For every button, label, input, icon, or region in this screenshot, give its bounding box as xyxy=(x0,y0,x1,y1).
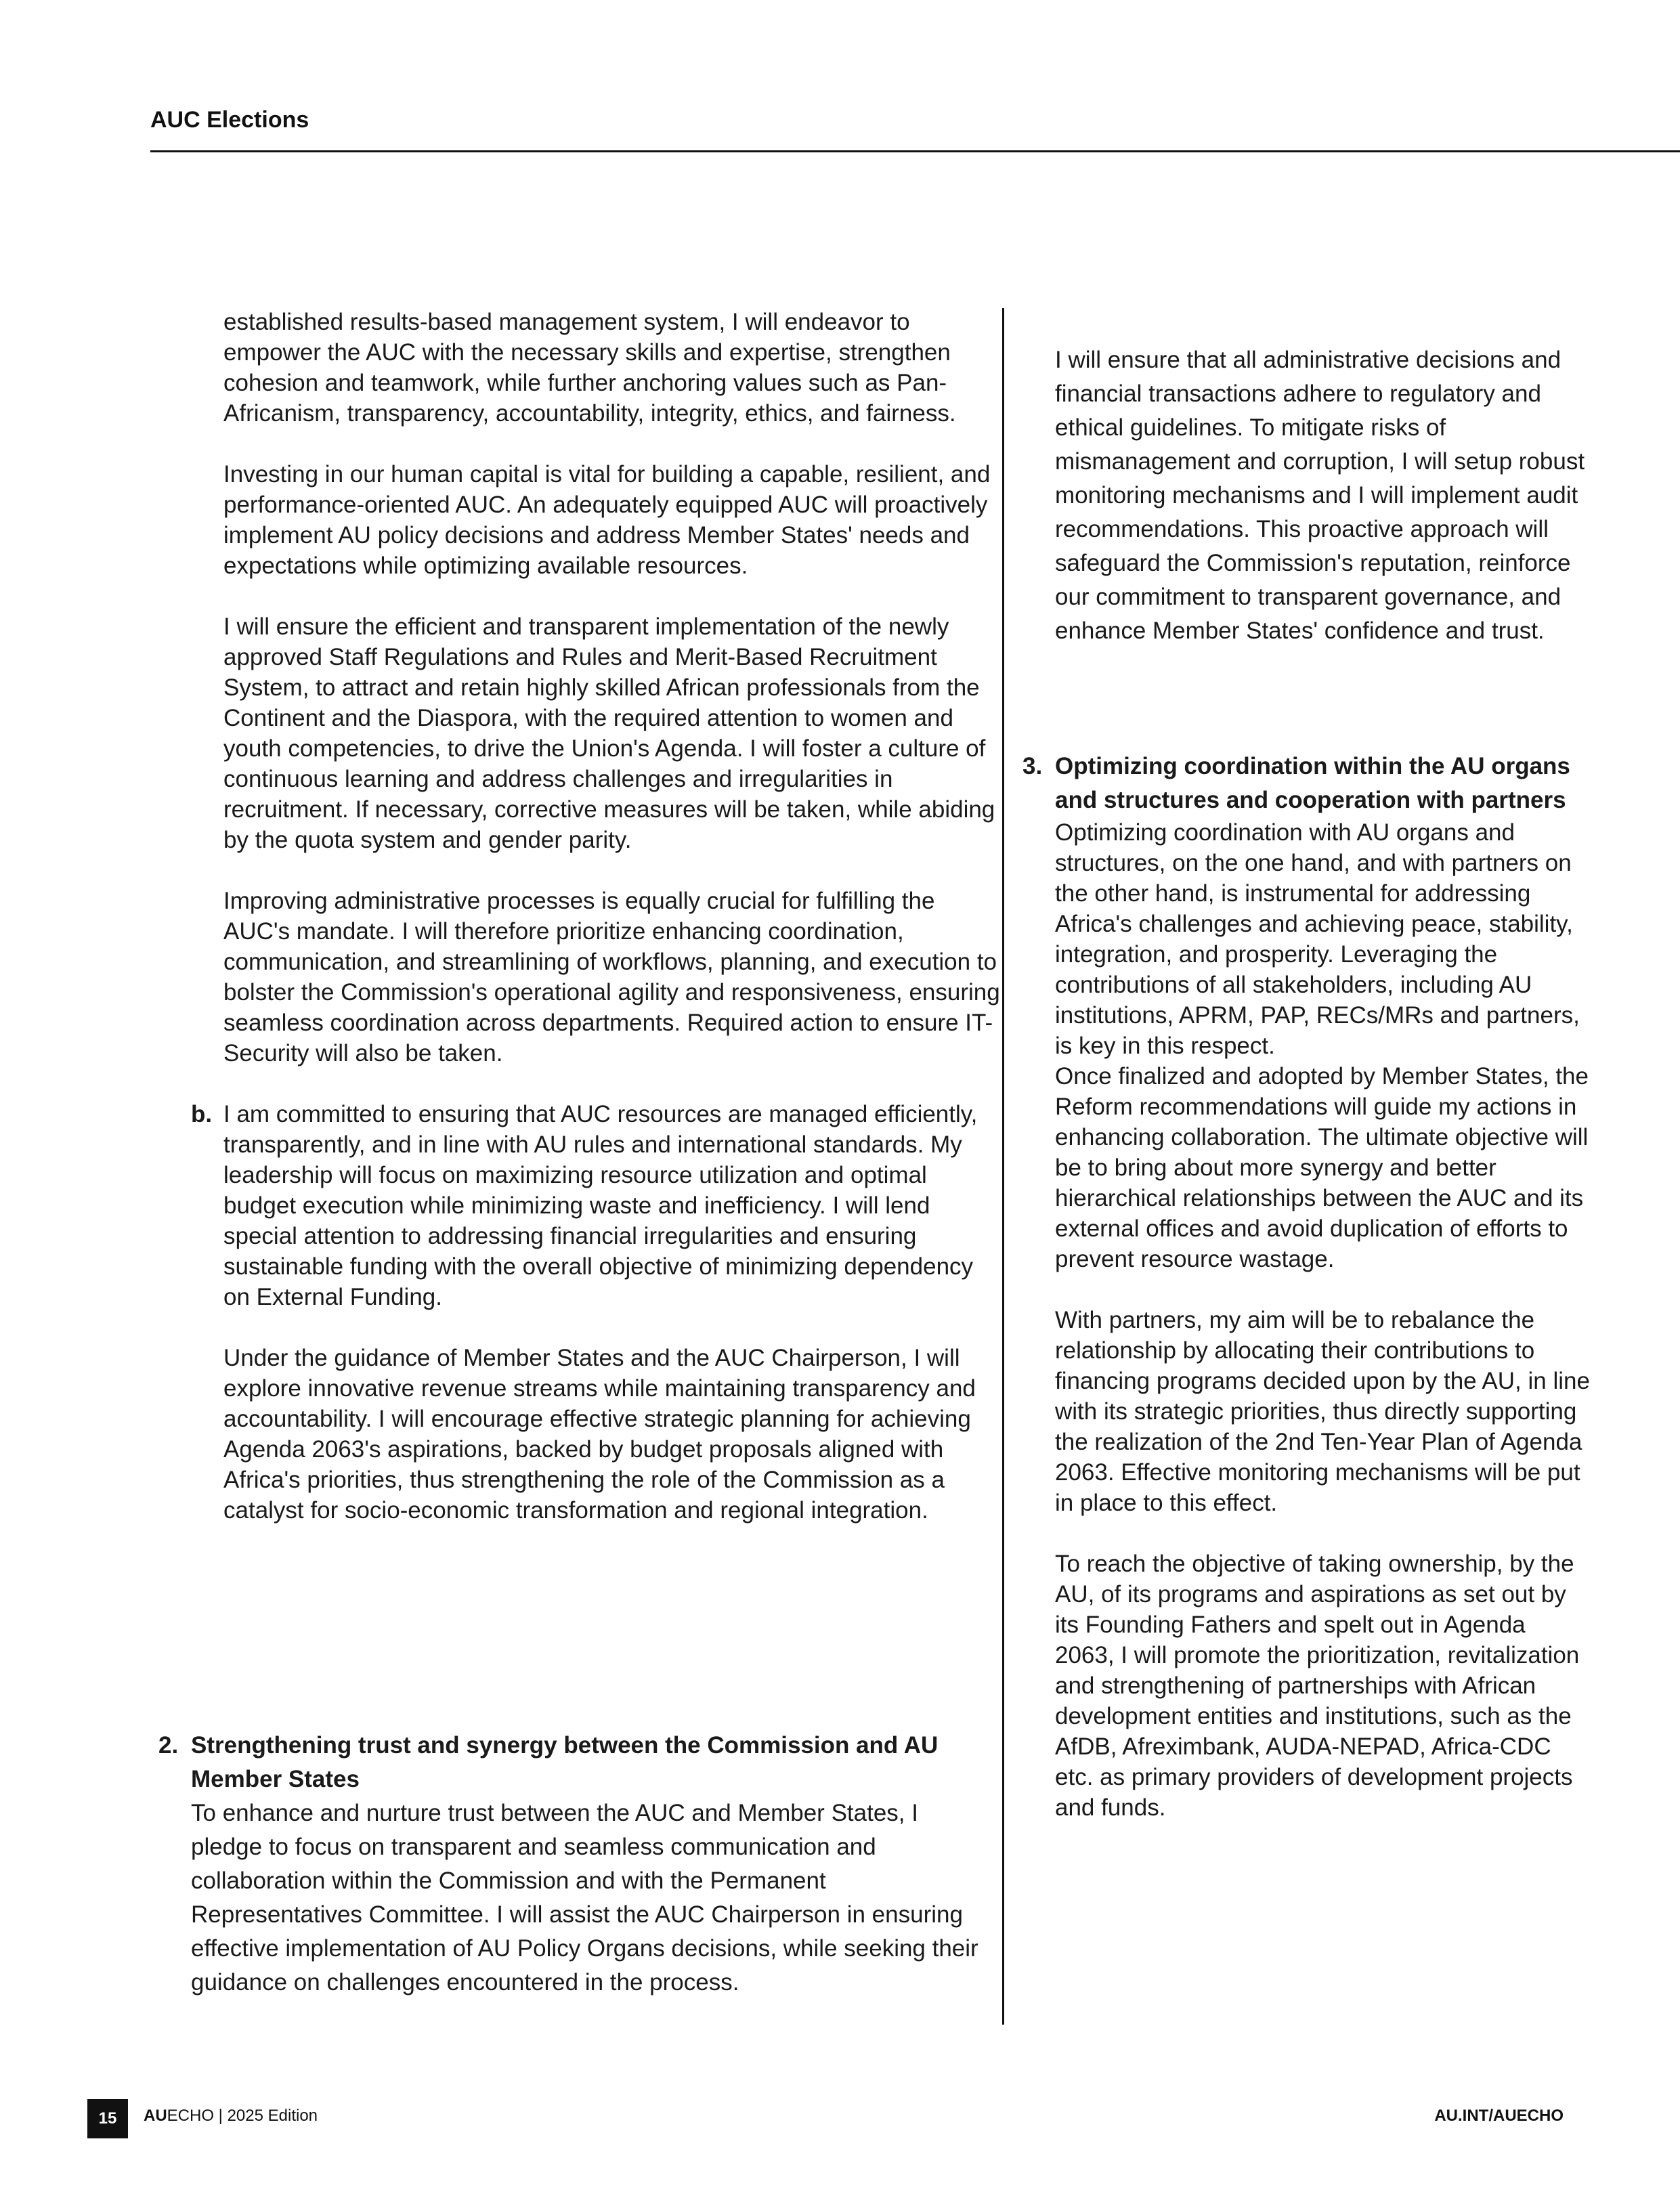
section-2 xyxy=(158,1729,990,2000)
left-column xyxy=(191,307,1002,1526)
paragraph: I will ensure that all administrative decisions and financial transactions adhere to regulatory and ethical guidelines. To mitigate risks of mismanagement and corruption, I will setup robust monitoring mechanisms and I will implement audit recommendations. This proactive approach will safeguard the Commission's reputation, reinforce our commitment to transparent governance, and enhance Member States' confidence and trust. xyxy=(1055,347,1585,644)
paragraph: I am committed to ensuring that AUC resources are managed efficiently, transparently, and in line with AU rules and international standards. My leadership will focus on maximizing resource utilization and optimal budget execution while minimizing waste and inefficiency. I will lend special attention to addressing financial irregularities and ensuring sustainable funding with the overall objective of minimizing dependency on External Funding. xyxy=(223,1101,978,1310)
section-body: To enhance and nurture trust between the AUC and Member States, I pledge to focus on transparent and seamless communication and collaboration within the Commission and with the Permanent Representatives Committee. I will assist the AUC Chairperson in ensuring effective implementation of AU Policy Organs decisions, while seeking their guidance on challenges encountered in the process. xyxy=(191,1800,978,1996)
header-rule xyxy=(150,150,1680,152)
paragraph: With partners, my aim will be to rebalance the relationship by allocating their contributions to financing programs decided upon by the AU, in line with its strategic priorities, thus directly supporting the realization of the 2nd Ten-Year Plan of Agenda 2063. Effective monitoring mechanisms will be put in place to this effect. xyxy=(1055,1307,1590,1516)
section-title: Strengthening trust and synergy between the Commission and AU Member States xyxy=(191,1732,939,1792)
page-number-badge: 15 xyxy=(87,2099,128,2138)
paragraph: established results-based management system, I will endeavor to empower the AUC with the necessary skills and expertise, strengthen cohesion and teamwork, while further anchoring values such as Pan-Africanism, transparency, accountability, integrity, ethics, and fairness. xyxy=(223,309,956,427)
section-3 xyxy=(1022,750,1590,1823)
right-column xyxy=(1055,343,1590,648)
section-title: Optimizing coordination within the AU organs and structures and cooperation with partners xyxy=(1055,753,1570,813)
footer-url[interactable]: AU.INT/AUECHO xyxy=(1434,2107,1564,2125)
paragraph: Optimizing coordination with AU organs and structures, on the one hand, and with partners on the other hand, is instrumental for addressing Africa's challenges and achieving peace, stability, integration, and prosperity. Leveraging the contributions of all stakeholders, including AU institutions, APRM, PAP, RECs/MRs and partners, is key in this respect. xyxy=(1055,819,1580,1059)
paragraph: Once finalized and adopted by Member States, the Reform recommendations will guide my actions in enhancing collaboration. The ultimate objective will be to bring about more synergy and better hierarchical relationships between the AUC and its external offices and avoid duplication of efforts to prevent resource wastage. xyxy=(1055,1063,1589,1272)
list-marker: b. xyxy=(191,1101,213,1127)
section-header: AUC Elections xyxy=(150,107,309,133)
paragraph: I will ensure the efficient and transparent implementation of the newly approved Staff Regulations and Rules and Merit-Based Recruitment System, to attract and retain highly skilled African professionals from the Continent and the Diaspora, with the required attention to women and youth competencies, to drive the Union's Agenda. I will foster a culture of continuous learning and address challenges and irregularities in recruitment. If necessary, corrective measures will be taken, while abiding by the quota system and gender parity. xyxy=(223,613,995,853)
list-item-b xyxy=(191,1099,1002,1526)
section-number: 3. xyxy=(1022,753,1043,779)
paragraph: Improving administrative processes is equally crucial for fulfilling the AUC's mandate. I will therefore prioritize enhancing coordination, communication, and streamlining of workflows, planning, and execution to bolster the Commission's operational agility and responsiveness, ensuring seamless coordination across departments. Required action to ensure IT-Security will also be taken. xyxy=(223,888,1000,1066)
brand-rest: ECHO xyxy=(167,2107,215,2125)
edition-label: | 2025 Edition xyxy=(214,2107,318,2125)
paragraph: Investing in our human capital is vital for building a capable, resilient, and performance-oriented AUC. An adequately equipped AUC will proactively implement AU policy decisions and address Member States' needs and expectations while optimizing available resources. xyxy=(223,461,991,579)
footer-publication xyxy=(144,2107,318,2126)
paragraph: To reach the objective of taking ownership, by the AU, of its programs and aspirations as set out by its Founding Fathers and spelt out in Agenda 2063, I will promote the prioritization, revitalization and strengthening of partnerships with African development entities and institutions, such as the AfDB, Afreximbank, AUDA-NEPAD, Africa-CDC etc. as primary providers of development projects and funds. xyxy=(1055,1551,1580,1821)
brand-bold: AU xyxy=(144,2107,167,2125)
section-number: 2. xyxy=(158,1732,179,1759)
column-divider xyxy=(1002,308,1004,2025)
paragraph: Under the guidance of Member States and the AUC Chairperson, I will explore innovative revenue streams while maintaining transparency and accountability. I will encourage effective strategic planning for achieving Agenda 2063's aspirations, backed by budget proposals aligned with Africa's priorities, thus strengthening the role of the Commission as a catalyst for socio-economic transformation and regional integration. xyxy=(223,1345,976,1524)
